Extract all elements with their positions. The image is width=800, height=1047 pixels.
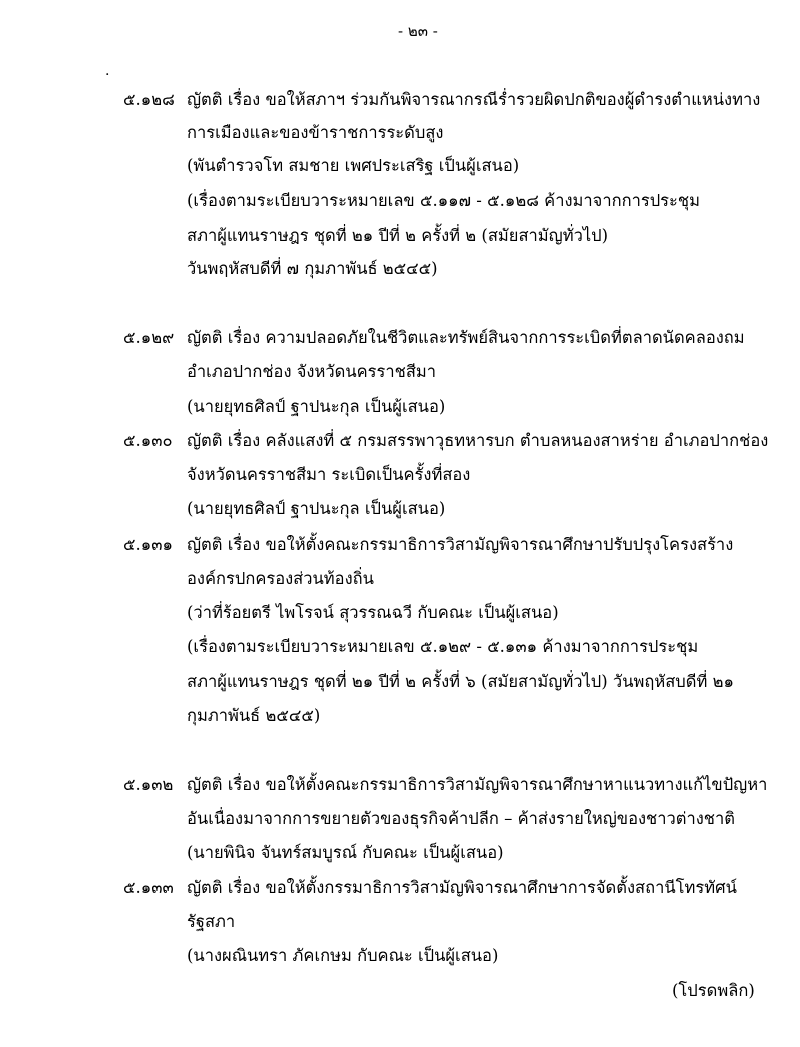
agenda-item-line: ญัตติ เรื่อง ขอให้ตั้งคณะกรรมาธิการวิสามัญพิจารณาศึกษาปรับปรุงโครงสร้าง [187,535,734,554]
agenda-item-line: (นายพินิจ จันทร์สมบูรณ์ กับคณะ เป็นผู้เสนอ) [187,843,504,862]
agenda-item-number: ๕.๑๒๘ [123,90,175,109]
agenda-item-line: ญัตติ เรื่อง ความปลอดภัยในชีวิตและทรัพย์สินจากการระเบิดที่ตลาดนัดคลองถม [187,328,745,347]
agenda-item-line: (พันตำรวจโท สมชาย เพศประเสริฐ เป็นผู้เสนอ) [187,156,520,175]
agenda-item-line: อันเนื่องมาจากการขยายตัวของธุรกิจค้าปลีก – ค้าส่งรายใหญ่ของชาวต่างชาติ [187,809,735,828]
please-turn-note: (โปรดพลิก) [672,981,755,1000]
agenda-item-line: การเมืองและของข้าราชการระดับสูง [187,123,444,142]
agenda-item-line: ญัตติ เรื่อง ขอให้สภาฯ ร่วมกันพิจารณากรณีร่ำรวยผิดปกติของผู้ดำรงตำแหน่งทาง [187,90,761,109]
agenda-item-line: (ว่าที่ร้อยตรี ไพโรจน์ สุวรรณฉวี กับคณะ เป็นผู้เสนอ) [187,603,559,622]
margin-mark: · [105,67,110,83]
agenda-item-line: วันพฤหัสบดีที่ ๗ กุมภาพันธ์ ๒๕๔๕) [187,259,438,278]
agenda-item-number: ๕.๑๓๒ [123,775,174,794]
page-number: - ๒๓ - [398,22,438,40]
agenda-item-line: ญัตติ เรื่อง ขอให้ตั้งกรรมาธิการวิสามัญพิจารณาศึกษาการจัดตั้งสถานีโทรทัศน์ [187,878,737,897]
agenda-item-line: สภาผู้แทนราษฎร ชุดที่ ๒๑ ปีที่ ๒ ครั้งที่ ๖ (สมัยสามัญทั่วไป) วันพฤหัสบดีที่ ๒๑ [187,672,734,691]
agenda-item-line: องค์กรปกครองส่วนท้องถิ่น [187,569,374,588]
agenda-item-line: (นางผณินทรา ภัคเกษม กับคณะ เป็นผู้เสนอ) [187,946,499,965]
agenda-item-line: ญัตติ เรื่อง คลังแสงที่ ๕ กรมสรรพาวุธทหารบก ตำบลหนองสาหร่าย อำเภอปากช่อง [187,431,769,450]
agenda-item-line: สภาผู้แทนราษฎร ชุดที่ ๒๑ ปีที่ ๒ ครั้งที่ ๒ (สมัยสามัญทั่วไป) [187,226,609,245]
agenda-item-line: จังหวัดนครราชสีมา ระเบิดเป็นครั้งที่สอง [187,465,471,484]
agenda-item-line: (เรื่องตามระเบียบวาระหมายเลข ๕.๑๒๙ - ๕.๑๓๑ ค้างมาจากการประชุม [187,637,699,656]
agenda-item-number: ๕.๑๓๓ [123,878,174,897]
agenda-item-number: ๕.๑๓๑ [123,535,173,554]
agenda-item-number: ๕.๑๓๐ [123,431,173,450]
agenda-item-line: กุมภาพันธ์ ๒๕๔๕) [187,706,321,725]
agenda-item-line: อำเภอปากช่อง จังหวัดนครราชสีมา [187,362,437,381]
agenda-item-line: (นายยุทธศิลป์ ฐาปนะกุล เป็นผู้เสนอ) [187,499,446,518]
agenda-item-number: ๕.๑๒๙ [123,328,175,347]
agenda-item-line: (เรื่องตามระเบียบวาระหมายเลข ๕.๑๑๗ - ๕.๑๒๘ ค้างมาจากการประชุม [187,191,700,210]
agenda-item-line: (นายยุทธศิลป์ ฐาปนะกุล เป็นผู้เสนอ) [187,397,446,416]
agenda-item-line: ญัตติ เรื่อง ขอให้ตั้งคณะกรรมาธิการวิสามัญพิจารณาศึกษาหาแนวทางแก้ไขปัญหา [187,775,768,794]
agenda-item-line: รัฐสภา [187,912,236,931]
